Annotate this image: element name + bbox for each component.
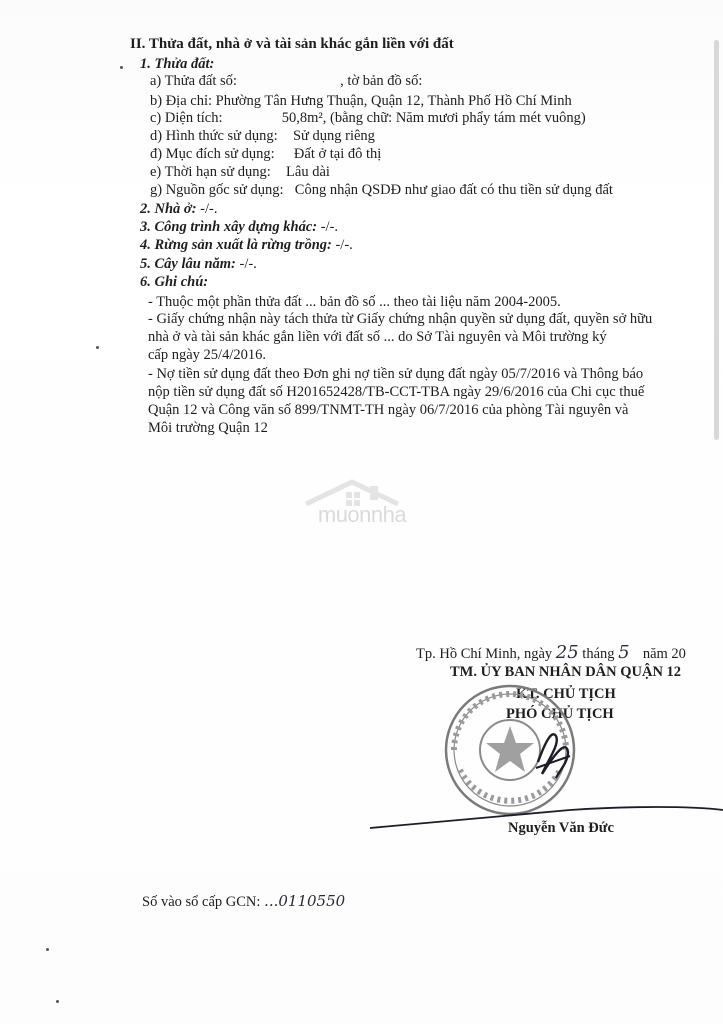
note-line: cấp ngày 25/4/2016. [148,347,266,363]
perennial-row [140,256,257,273]
scan-speck [56,1000,59,1003]
note-line: nộp tiền sử dụng đất số H201652428/TB-CCT-TBA ngày 29/6/2016 của Chi cục thuế [148,384,645,400]
part1-heading: 1. Thửa đất: [140,56,215,72]
perennial-heading: 5. Cây lâu năm: [140,256,236,272]
term-value: Lâu dài [286,164,330,180]
purpose-label: đ) Mục đích sử dụng: [150,146,275,162]
purpose-row [150,146,381,163]
signer-name: Nguyễn Văn Đức [508,820,614,836]
day-value: 25 [555,642,579,663]
house-heading: 2. Nhà ở: [140,201,197,217]
note-line: nhà ở và tài sản khác gắn liền với đất số ... do Sở Tài nguyên và Môi trường ký [148,329,607,345]
area-row [150,110,586,127]
usage-form-row [150,128,375,145]
term-row [150,164,330,181]
address-row: b) Địa chỉ: Phường Tân Hưng Thuận, Quận 12, Thành Phố Hồ Chí Minh [150,93,572,109]
forest-heading: 4. Rừng sản xuất là rừng trồng: [140,237,332,253]
term-label: e) Thời hạn sử dụng: [150,164,271,180]
month-value: 5 [618,642,630,663]
year-label: năm 20 [642,646,686,662]
committee-name: TM. ỦY BAN NHÂN DÂN QUẬN 12 [450,664,682,680]
perennial-value: -/-. [239,256,257,272]
scrollbar[interactable] [714,40,719,440]
house-row [140,201,217,218]
area-value: 50,8m², (bằng chữ: Năm mươi phẩy tám mét vuông) [281,110,586,126]
role-line-1: KT. CHỦ TỊCH [516,686,616,702]
place-date-line [416,642,686,663]
month-label: tháng [582,646,615,662]
construction-row [140,219,338,236]
note-line: - Thuộc một phần thửa đất ... bản đồ số ... theo tài liệu năm 2004-2005. [148,294,561,310]
house-value: -/-. [200,201,218,217]
forest-value: -/-. [335,237,353,253]
forest-row [140,237,353,254]
registry-value: ...0110550 [264,892,346,910]
construction-value: -/-. [320,219,339,235]
place-date-prefix: Tp. Hồ Chí Minh, ngày [416,646,553,662]
parcel-number-label: a) Thửa đất số: [150,73,237,89]
scan-speck [46,948,49,951]
area-label: c) Diện tích: [150,110,223,126]
usage-form-value: Sử dụng riêng [292,128,375,144]
registry-line [142,892,345,911]
handwritten-signature [370,700,723,840]
note-line: Quận 12 và Công văn số 899/TNMT-TH ngày 06/7/2016 của phòng Tài nguyên và [148,402,629,418]
origin-label: g) Nguồn gốc sử dụng: [150,182,284,198]
map-sheet-label: , tờ bản đồ số: [340,73,423,89]
registry-label: Số vào sổ cấp GCN: [142,894,261,910]
note-line: Môi trường Quận 12 [148,420,268,436]
parcel-number-row [150,73,422,90]
construction-heading: 3. Công trình xây dựng khác: [140,219,318,235]
note-line: - Giấy chứng nhận này tách thửa từ Giấy chứng nhận quyền sử dụng đất, quyền sở hữu [148,311,653,327]
scan-speck [120,66,123,69]
scan-speck [96,346,99,349]
section-title: II. Thửa đất, nhà ở và tài sản khác gắn liền với đất [130,36,454,52]
origin-row [150,182,613,199]
usage-form-label: d) Hình thức sử dụng: [150,128,278,144]
role-line-2: PHÓ CHỦ TỊCH [506,706,614,722]
notes-heading: 6. Ghi chú: [140,274,209,290]
origin-value: Công nhận QSDĐ như giao đất có thu tiền sử dụng đất [294,182,613,198]
purpose-value: Đất ở tại đô thị [293,146,382,162]
note-line: - Nợ tiền sử dụng đất theo Đơn ghi nợ tiền sử dụng đất ngày 05/7/2016 và Thông báo [148,366,644,382]
watermark-text: muonnha [317,502,407,527]
